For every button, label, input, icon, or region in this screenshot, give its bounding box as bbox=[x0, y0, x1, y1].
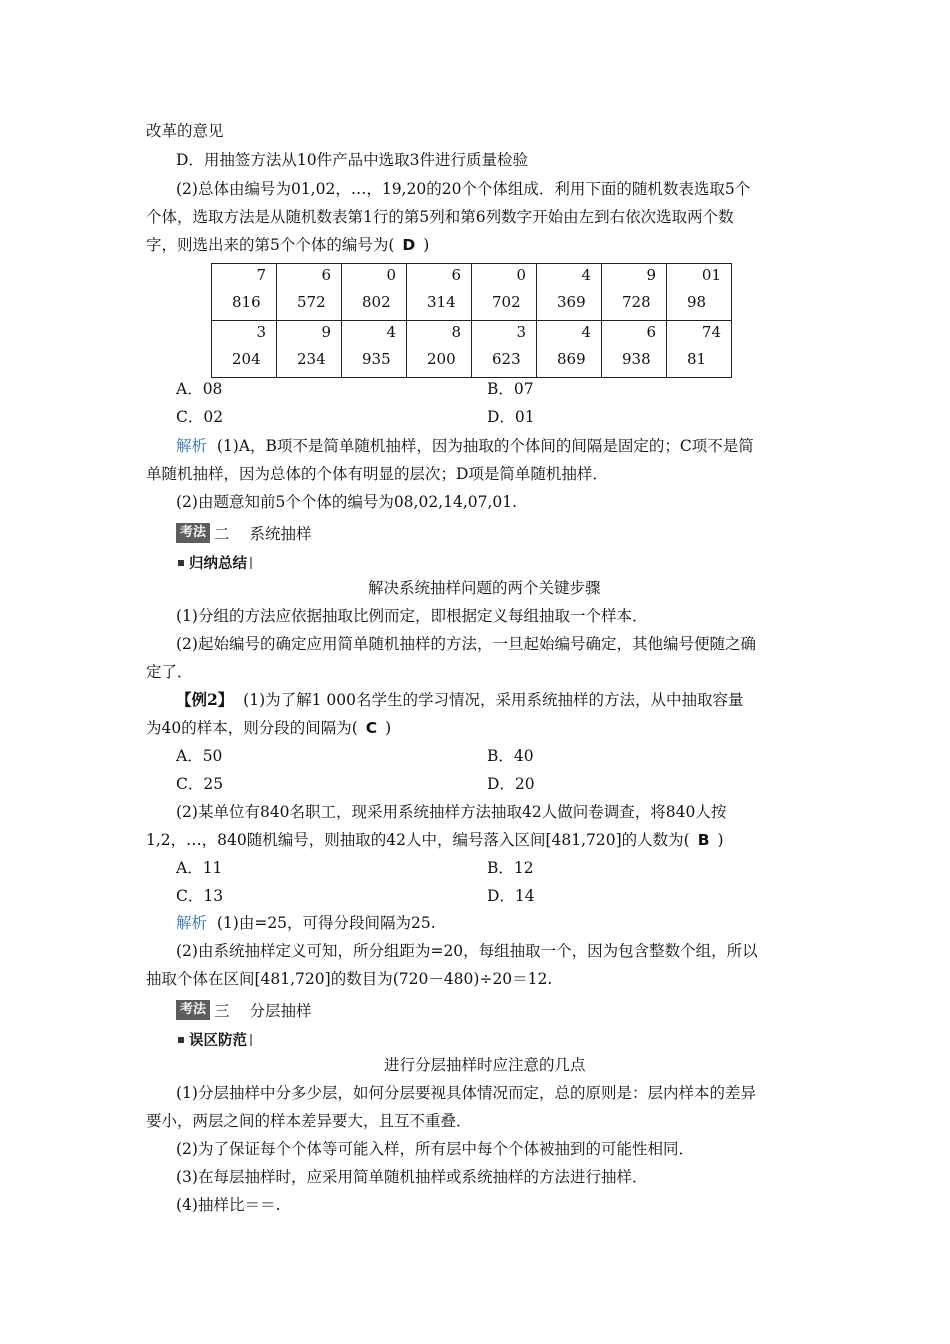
table-cell bbox=[537, 321, 602, 378]
subheading-text: 归纳总结 bbox=[189, 556, 247, 572]
kaofa-badge: 考法 bbox=[176, 1000, 210, 1020]
cell-top: 9 bbox=[646, 266, 656, 284]
cell-top: 0 bbox=[386, 266, 396, 284]
centered-heading: 进行分层抽样时应注意的几点 bbox=[384, 1056, 586, 1074]
cell-bottom: 234 bbox=[297, 350, 326, 368]
analysis-line bbox=[176, 913, 436, 933]
option-d-line: D．用抽签方法从10件产品中选取3件进行质量检验 bbox=[176, 151, 529, 169]
pitfall-subheading bbox=[178, 1029, 252, 1050]
paragraph: (1)分层抽样中分多少层，如何分层要视具体情况而定，总的原则是：层内样本的差异 bbox=[176, 1084, 756, 1102]
answer-mark: B bbox=[697, 831, 710, 849]
answer-mark: D bbox=[402, 236, 416, 254]
table-cell bbox=[602, 321, 667, 378]
option-a: A．11 bbox=[176, 859, 223, 877]
option-c: C．02 bbox=[176, 408, 224, 426]
paren-close: ) bbox=[717, 831, 724, 849]
cell-bottom: 802 bbox=[362, 293, 391, 311]
paragraph: 要小，两层之间的样本差异要大，且互不重叠． bbox=[146, 1112, 472, 1130]
bar-icon bbox=[250, 1034, 252, 1046]
cell-top: 4 bbox=[581, 266, 591, 284]
section-number: 二 bbox=[214, 525, 230, 543]
analysis-line-2: 单随机抽样，因为总体的个体有明显的层次；D项是简单随机抽样． bbox=[146, 465, 608, 483]
bar-icon bbox=[250, 557, 252, 569]
table-cell bbox=[407, 321, 472, 378]
analysis-label: 解析 bbox=[176, 914, 208, 932]
cell-bottom: 623 bbox=[492, 350, 521, 368]
question-2-line-3 bbox=[146, 235, 429, 255]
question-text: 字，则选出来的第5个个体的编号为( bbox=[146, 236, 395, 254]
paragraph: (4)抽样比＝＝. bbox=[176, 1196, 281, 1214]
summary-subheading bbox=[178, 552, 252, 573]
cell-bottom: 314 bbox=[427, 293, 456, 311]
centered-heading: 解决系统抽样问题的两个关键步骤 bbox=[368, 579, 601, 597]
cell-top: 9 bbox=[321, 323, 331, 341]
cell-top: 0 bbox=[516, 266, 526, 284]
cell-bottom: 81 bbox=[687, 350, 707, 368]
section-title: 系统抽样 bbox=[249, 525, 312, 543]
cell-top: 01 bbox=[701, 266, 721, 284]
analysis-line-3: (2)由题意知前5个个体的编号为08,02,14,07,01. bbox=[176, 493, 518, 511]
cell-bottom: 572 bbox=[297, 293, 326, 311]
cell-bottom: 935 bbox=[362, 350, 391, 368]
cell-bottom: 200 bbox=[427, 350, 456, 368]
cell-bottom: 702 bbox=[492, 293, 521, 311]
option-a: A．08 bbox=[176, 380, 223, 398]
option-d: D．20 bbox=[487, 775, 535, 793]
section-number: 三 bbox=[214, 1002, 230, 1020]
paragraph: (1)分组的方法应依据抽取比例而定，即根据定义每组抽取一个样本． bbox=[176, 607, 648, 625]
paren-close: ) bbox=[423, 236, 430, 254]
cell-top: 7 bbox=[256, 266, 266, 284]
table-cell bbox=[212, 264, 277, 321]
table-cell bbox=[667, 321, 732, 378]
option-b: B．07 bbox=[487, 380, 534, 398]
option-d: D．01 bbox=[487, 408, 535, 426]
section-title: 分层抽样 bbox=[249, 1002, 312, 1020]
question-2-line-1: (2)总体由编号为01,02，…，19,20的20个个体组成．利用下面的随机数表选取5个 bbox=[176, 180, 751, 198]
square-bullet-icon bbox=[178, 560, 184, 566]
random-number-table bbox=[211, 263, 732, 378]
cell-top: 3 bbox=[516, 323, 526, 341]
cell-top: 6 bbox=[646, 323, 656, 341]
subheading-text: 误区防范 bbox=[189, 1033, 247, 1049]
analysis-line: (2)由系统抽样定义可知，所分组距为=20，每组抽取一个，因为包含整数个组，所以 bbox=[176, 942, 758, 960]
table-cell bbox=[277, 264, 342, 321]
table-cell bbox=[537, 264, 602, 321]
cell-top: 6 bbox=[451, 266, 461, 284]
cell-bottom: 869 bbox=[557, 350, 586, 368]
table-cell bbox=[277, 321, 342, 378]
cell-bottom: 938 bbox=[622, 350, 651, 368]
analysis-line-1 bbox=[176, 436, 754, 456]
cell-top: 3 bbox=[256, 323, 266, 341]
option-c: C．13 bbox=[176, 887, 224, 905]
option-d: D．14 bbox=[487, 887, 535, 905]
example-text: (1)为了解1 000名学生的学习情况，采用系统抽样的方法，从中抽取容量 bbox=[243, 691, 744, 709]
cell-top: 74 bbox=[701, 323, 721, 341]
cell-top: 4 bbox=[581, 323, 591, 341]
table-row bbox=[212, 264, 732, 321]
question-line bbox=[146, 830, 724, 850]
table-cell bbox=[407, 264, 472, 321]
table-cell bbox=[472, 264, 537, 321]
section-heading-2 bbox=[176, 522, 312, 544]
question-line: (2)某单位有840名职工，现采用系统抽样方法抽取42人做问卷调查，将840人按 bbox=[176, 803, 727, 821]
paren-close: ) bbox=[385, 719, 392, 737]
option-c: C．25 bbox=[176, 775, 224, 793]
example-label: 【例2】 bbox=[176, 690, 234, 709]
paragraph: (2)为了保证每个个体等可能入样，所有层中每个个体被抽到的可能性相同． bbox=[176, 1140, 694, 1158]
cell-top: 8 bbox=[451, 323, 461, 341]
question-text: 为40的样本，则分段的间隔为( bbox=[146, 719, 358, 737]
paragraph: (3)在每层抽样时，应采用简单随机抽样或系统抽样的方法进行抽样． bbox=[176, 1168, 648, 1186]
cell-bottom: 204 bbox=[232, 350, 261, 368]
cell-bottom: 728 bbox=[622, 293, 651, 311]
table-cell bbox=[667, 264, 732, 321]
square-bullet-icon bbox=[178, 1037, 184, 1043]
analysis-label: 解析 bbox=[176, 437, 208, 455]
table-cell bbox=[212, 321, 277, 378]
table-cell bbox=[342, 321, 407, 378]
example-2-line-2 bbox=[146, 718, 391, 738]
option-b: B．12 bbox=[487, 859, 534, 877]
paragraph: 定了． bbox=[146, 663, 193, 681]
section-heading-3 bbox=[176, 999, 312, 1021]
question-2-line-2: 个体，选取方法是从随机数表第1行的第5列和第6列数字开始由左到右依次选取两个数 bbox=[146, 208, 734, 226]
option-b: B．40 bbox=[487, 747, 534, 765]
option-a: A．50 bbox=[176, 747, 223, 765]
analysis-text: (1)A，B项不是简单随机抽样，因为抽取的个体间的间隔是固定的；C项不是简 bbox=[216, 437, 754, 455]
table-cell bbox=[342, 264, 407, 321]
table-cell bbox=[602, 264, 667, 321]
kaofa-badge: 考法 bbox=[176, 523, 210, 543]
question-text: 1,2，…，840随机编号，则抽取的42人中，编号落入区间[481,720]的人数为( bbox=[146, 831, 690, 849]
text-line: 改革的意见 bbox=[146, 122, 224, 140]
example-2-line-1 bbox=[176, 690, 744, 710]
paragraph: (2)起始编号的确定应用简单随机抽样的方法，一旦起始编号确定，其他编号便随之确 bbox=[176, 635, 756, 653]
cell-top: 6 bbox=[321, 266, 331, 284]
analysis-line: 抽取个体在区间[481,720]的数目为(720－480)÷20＝12. bbox=[146, 970, 553, 988]
cell-bottom: 98 bbox=[687, 293, 707, 311]
table-cell bbox=[472, 321, 537, 378]
cell-top: 4 bbox=[386, 323, 396, 341]
cell-bottom: 816 bbox=[232, 293, 261, 311]
table-row bbox=[212, 321, 732, 378]
cell-bottom: 369 bbox=[557, 293, 586, 311]
answer-mark: C bbox=[365, 719, 378, 737]
analysis-text: (1)由=25，可得分段间隔为25. bbox=[216, 914, 436, 932]
